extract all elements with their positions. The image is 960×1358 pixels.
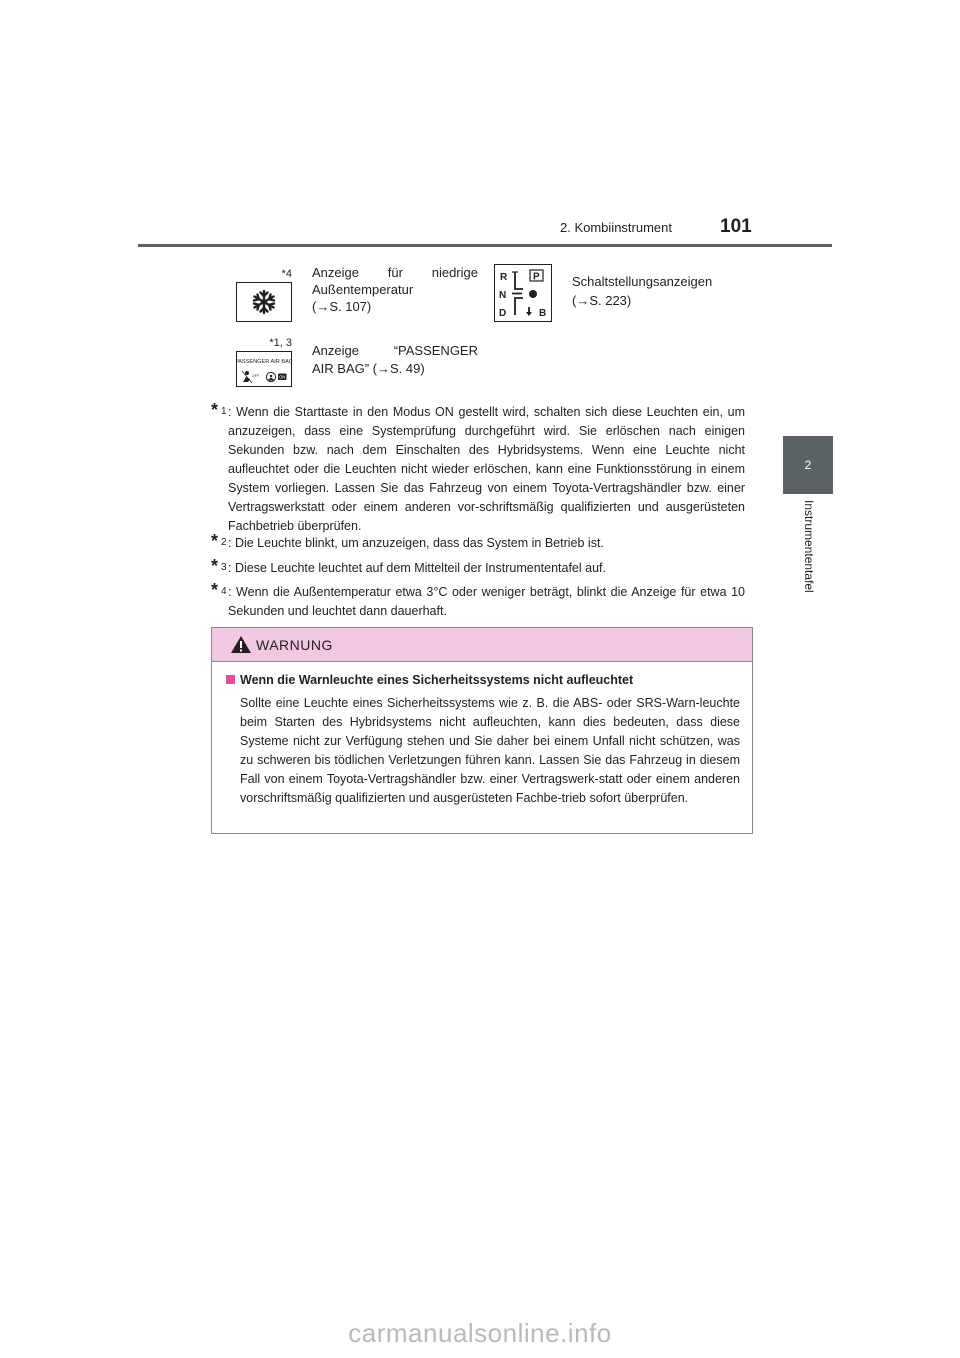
warning-subtitle-text: Wenn die Warnleuchte eines Sicherheitssystems nicht aufleuchtet — [240, 673, 634, 687]
footnote — [211, 531, 745, 553]
snowflake-icon — [237, 283, 291, 321]
footnote-number: 2 — [221, 537, 227, 548]
indicator-icon-frame — [236, 282, 292, 322]
footnote-text: : Wenn die Außentemperatur etwa 3°C oder weniger beträgt, blinkt die Anzeige für etwa 10 Sekunden und leuchtet dann dauerhaft. — [228, 585, 745, 618]
indicator-icon-frame — [236, 351, 292, 387]
indicator-page-reference: AIR BAG” (→S. 49) — [312, 361, 425, 376]
header-rule — [138, 244, 832, 247]
page-number: 101 — [720, 216, 752, 237]
indicator-description-line: Anzeige für niedrige — [312, 265, 478, 280]
footnote-asterisk: * — [211, 400, 219, 420]
shift-position-icon — [495, 265, 551, 321]
indicator-footnote-mark: *1, 3 — [269, 337, 292, 349]
footnote-text: : Die Leuchte blinkt, um anzuzeigen, dass das System in Betrieb ist. — [228, 536, 604, 550]
indicator-icon-frame — [494, 264, 552, 322]
footnote-number: 3 — [221, 562, 227, 573]
chapter-tab-number: 2 — [783, 436, 833, 494]
shift-letter-r: R — [500, 272, 508, 283]
warning-triangle-icon — [230, 635, 252, 654]
indicator-page-reference: (→S. 107) — [312, 299, 372, 314]
footnote-text: : Diese Leuchte leuchtet auf dem Mittelteil der Instrumententafel auf. — [228, 561, 606, 575]
bullet-square-icon — [226, 675, 235, 684]
indicator-description-line: Schaltstellungsanzeigen — [572, 274, 713, 289]
footnote — [211, 580, 745, 621]
shift-letter-d: D — [499, 308, 507, 319]
footnote-number: 1 — [221, 406, 227, 417]
indicator-description-line: Außentemperatur — [312, 282, 414, 297]
footnote-asterisk: * — [211, 556, 219, 576]
warning-body: Sollte eine Leuchte eines Sicherheitssystems wie z. B. die ABS- oder SRS-Warn-leuchte beim Starten des Hybridsystems nicht aufleuchten, kann dies bedeuten, dass diese Systeme nicht zur Verfügung stehen und Sie daher bei einem Unfall nicht schützen, was zu schweren bis tödlichen Verletzungen führen kann. Lassen Sie das Fahrzeug in diesem Fall von einem Toyota-Vertragshändler bzw. einer Vertragswerk-statt oder einem anderen vorschriftsmäßig qualifizierten und ausgerüsteten Fachbe-trieb sofort überprüfen. — [240, 696, 740, 805]
shift-letter-b: B — [539, 308, 547, 319]
airbag-icon-label: PASSENGER AIR BAG — [237, 359, 291, 365]
section-title: 2. Kombiinstrument — [560, 220, 672, 235]
footnote-asterisk: * — [211, 580, 219, 600]
footnote — [211, 556, 745, 578]
chapter-tab-label — [783, 500, 833, 620]
warning-header — [212, 628, 752, 662]
chapter-tab-title: Instrumententafel — [802, 500, 816, 593]
footnote-text: : Wenn die Starttaste in den Modus ON gestellt wird, schalten sich diese Leuchten ein, um anzuzeigen, dass eine Systemprüfung durchgeführt wird. Sie erlöschen nach einigen Sekunden bzw. nach dem Einschalten des Hybridsystems. Wenn eine Leuchte nicht aufleuchtet oder die Leuchten nicht wieder erlöschen, kann eine Funktionsstörung in einem System vorliegen. Lassen Sie das Fahrzeug von einem Toyota-Vertragshändler bzw. einer Vertragswerkstatt oder einem anderen vor-schriftsmäßig qualifizierten und ausgerüsteten Fachbetrieb überprüfen. — [228, 405, 745, 533]
footnote-asterisk: * — [211, 531, 219, 551]
airbag-icon-on: ON — [279, 374, 286, 380]
indicator-footnote-mark: *4 — [281, 268, 292, 280]
shift-letter-n: N — [499, 290, 507, 301]
indicator-description-line: Anzeige “PASSENGER — [312, 343, 478, 358]
indicator-page-reference: (→S. 223) — [572, 293, 632, 308]
footnote-number: 4 — [221, 586, 227, 597]
warning-box — [211, 627, 753, 834]
footnote — [211, 400, 745, 536]
airbag-icon-off: OFF — [252, 374, 259, 378]
passenger-airbag-icon — [237, 352, 291, 386]
warning-title: WARNUNG — [256, 637, 333, 653]
warning-subtitle — [226, 673, 633, 687]
shift-letter-p: P — [533, 271, 540, 283]
watermark: carmanualsonline.info — [348, 1318, 612, 1348]
